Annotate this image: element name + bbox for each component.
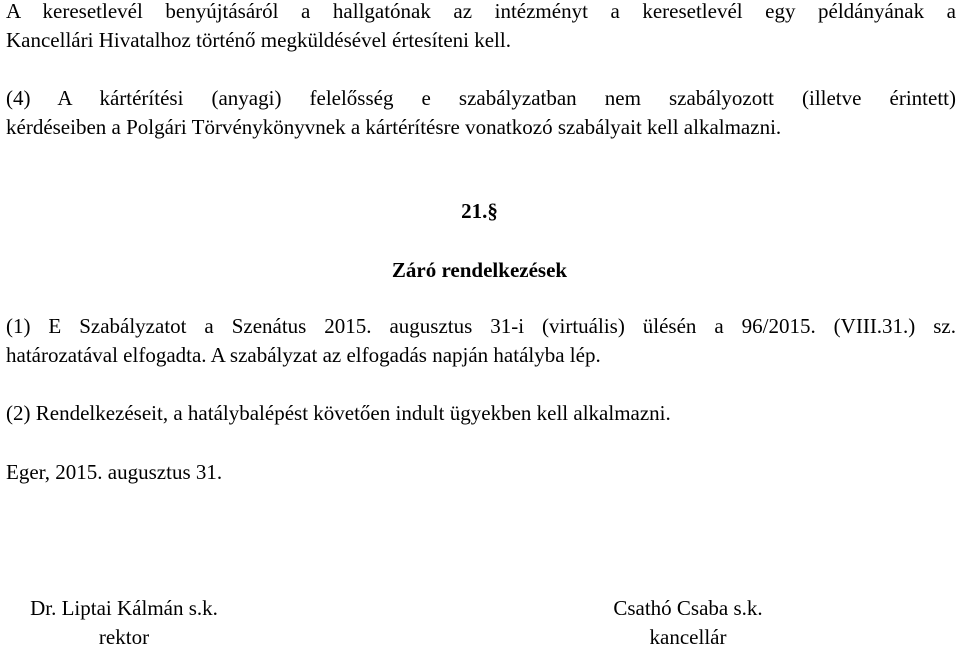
section-number: 21.§ (461, 199, 498, 223)
paragraph-complaint-notification (6, 0, 956, 55)
place-date-text: Eger, 2015. augusztus 31. (6, 460, 223, 484)
paragraph-line: kérdéseiben a Polgári Törvénykönyvnek a kártérítésre vonatkozó szabályait kell alkalmazni. (6, 115, 782, 139)
signature-chancellor (596, 594, 780, 652)
paragraph-line: (4) A kártérítési (anyagi) felelősség e szabályzatban nem szabályozott (illetve érintett) (6, 86, 956, 110)
signatory-title: rektor (98, 625, 150, 649)
signature-rector (6, 594, 242, 652)
paragraph-line: A keresetlevél benyújtásáról a hallgatónak az intézményt a keresetlevél egy példányának a (6, 0, 956, 23)
paragraph-line: határozatával elfogadta. A szabályzat az elfogadás napján hatályba lép. (6, 343, 601, 367)
paragraph-adoption (6, 312, 956, 370)
paragraph-line: Kancellári Hivatalhoz történő megküldésével értesíteni kell. (6, 28, 511, 52)
signatory-name: Csathó Csaba s.k. (613, 596, 763, 620)
signatory-title: kancellár (649, 625, 727, 649)
paragraph-liability (6, 84, 956, 142)
signatory-name: Dr. Liptai Kálmán s.k. (30, 596, 218, 620)
paragraph-line: (1) E Szabályzatot a Szenátus 2015. augusztus 31-i (virtuális) ülésén a 96/2015. (VIII.31.) sz. (6, 314, 956, 338)
section-title: Záró rendelkezések (391, 258, 568, 282)
paragraph-line: (2) Rendelkezéseit, a hatálybalépést követően indult ügyekben kell alkalmazni. (6, 401, 671, 425)
paragraph-application (6, 399, 956, 428)
place-date (6, 458, 956, 487)
